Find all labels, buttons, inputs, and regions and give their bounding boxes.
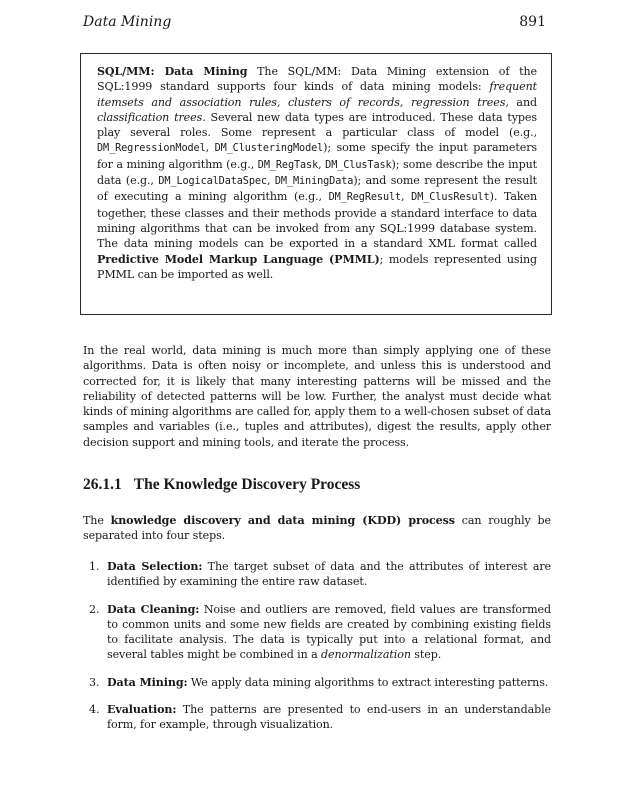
code-term: DM_MiningData [274, 176, 354, 188]
sidebar-title: SQL/MM: Data Mining [97, 65, 248, 78]
step-term: Data Mining: [107, 675, 188, 689]
list-item: 3. Data Mining: We apply data mining algorithms to extract interesting patterns. [89, 675, 549, 689]
step-term: Data Selection: [107, 560, 203, 573]
pmml-term: Predictive Model Markup Language (PMML) [97, 252, 380, 266]
code-term: DM_RegressionModel [97, 143, 206, 155]
kdd-term: knowledge discovery and data mining (KDD) process [110, 514, 455, 527]
kdd-steps-list [83, 559, 551, 745]
intro-paragraph: In the real world, data mining is much more than simply applying one of these algorithms. Data is often noisy or incomplete, and unless this is understood and corrected for, it is likely that many interesting patterns will be missed and the reliability of detected patterns will be low. Further, the analyst must decide what kinds of mining algorithms are called for, apply them to a well-chosen subset of data samples and variables (i.e., tuples and attributes), digest the results, apply other decision support and mining tools, and iterate the process. [83, 344, 551, 449]
sidebar-paragraph: SQL/MM: Data Mining The SQL/MM: Data Mining extension of the SQL:1999 standard supports four kinds of data mining models: frequent itemsets and association rules, clusters of records, regression trees, and classification trees. Several new data types are introduced. These data types play several roles. Some represent a particular class of model (e.g., DM_RegressionModel, DM_ClusteringModel); some specify the input parameters for a mining algorithm (e.g., DM_RegTask, DM_ClusTask); some describe the input data (e.g., DM_LogicalDataSpec, DM_MiningData); and some represent the result of executing a mining algorithm (e.g., DM_RegResult, DM_ClusResult). Taken together, these classes and their methods provide a standard interface to data mining algorithms that can be invoked from any SQL:1999 database system. The data mining models can be exported in a standard XML format called Predictive Model Markup Language (PMML); models represented using PMML can be imported as well. [97, 65, 538, 281]
running-title: Data Mining [83, 14, 172, 30]
list-item: 1. Data Selection: The target subset of data and the attributes of interest are identified by examining the entire raw dataset. [89, 560, 552, 589]
section-heading [83, 476, 360, 494]
step-number: 1. [89, 560, 100, 573]
step-term: Data Cleaning: [107, 602, 200, 616]
section-title: The Knowledge Discovery Process [133, 476, 361, 493]
code-term: DM_ClusResult [411, 192, 490, 204]
running-header [83, 14, 553, 30]
section-number: 26.1.1 [83, 476, 122, 493]
step-number: 3. [89, 675, 100, 689]
step-number: 2. [89, 602, 100, 616]
code-term: DM_ClusTask [325, 159, 392, 171]
code-term: DM_RegTask [257, 159, 319, 171]
section-lead-paragraph: The knowledge discovery and data mining (KDD) process can roughly be separated into four steps. [83, 514, 551, 543]
page-number: 891 [519, 14, 546, 30]
code-term: DM_RegResult [328, 192, 402, 204]
step-number: 4. [89, 703, 100, 717]
code-term: DM_LogicalDataSpec [158, 176, 267, 188]
list-item: 2. Data Cleaning: Noise and outliers are removed, field values are transformed to common units and some new fields are created by combining existing fields to facilitate analysis. The data is typically put into a relational format, and several tables might be combined in a denormalization step. [89, 602, 551, 662]
step-term: Evaluation: [107, 703, 177, 717]
list-item: 4. Evaluation: The patterns are presented to end-users in an understandable form, for example, through visualization. [89, 703, 551, 732]
sql-mm-sidebar-box [80, 53, 552, 315]
code-term: DM_ClusteringModel [214, 143, 324, 155]
